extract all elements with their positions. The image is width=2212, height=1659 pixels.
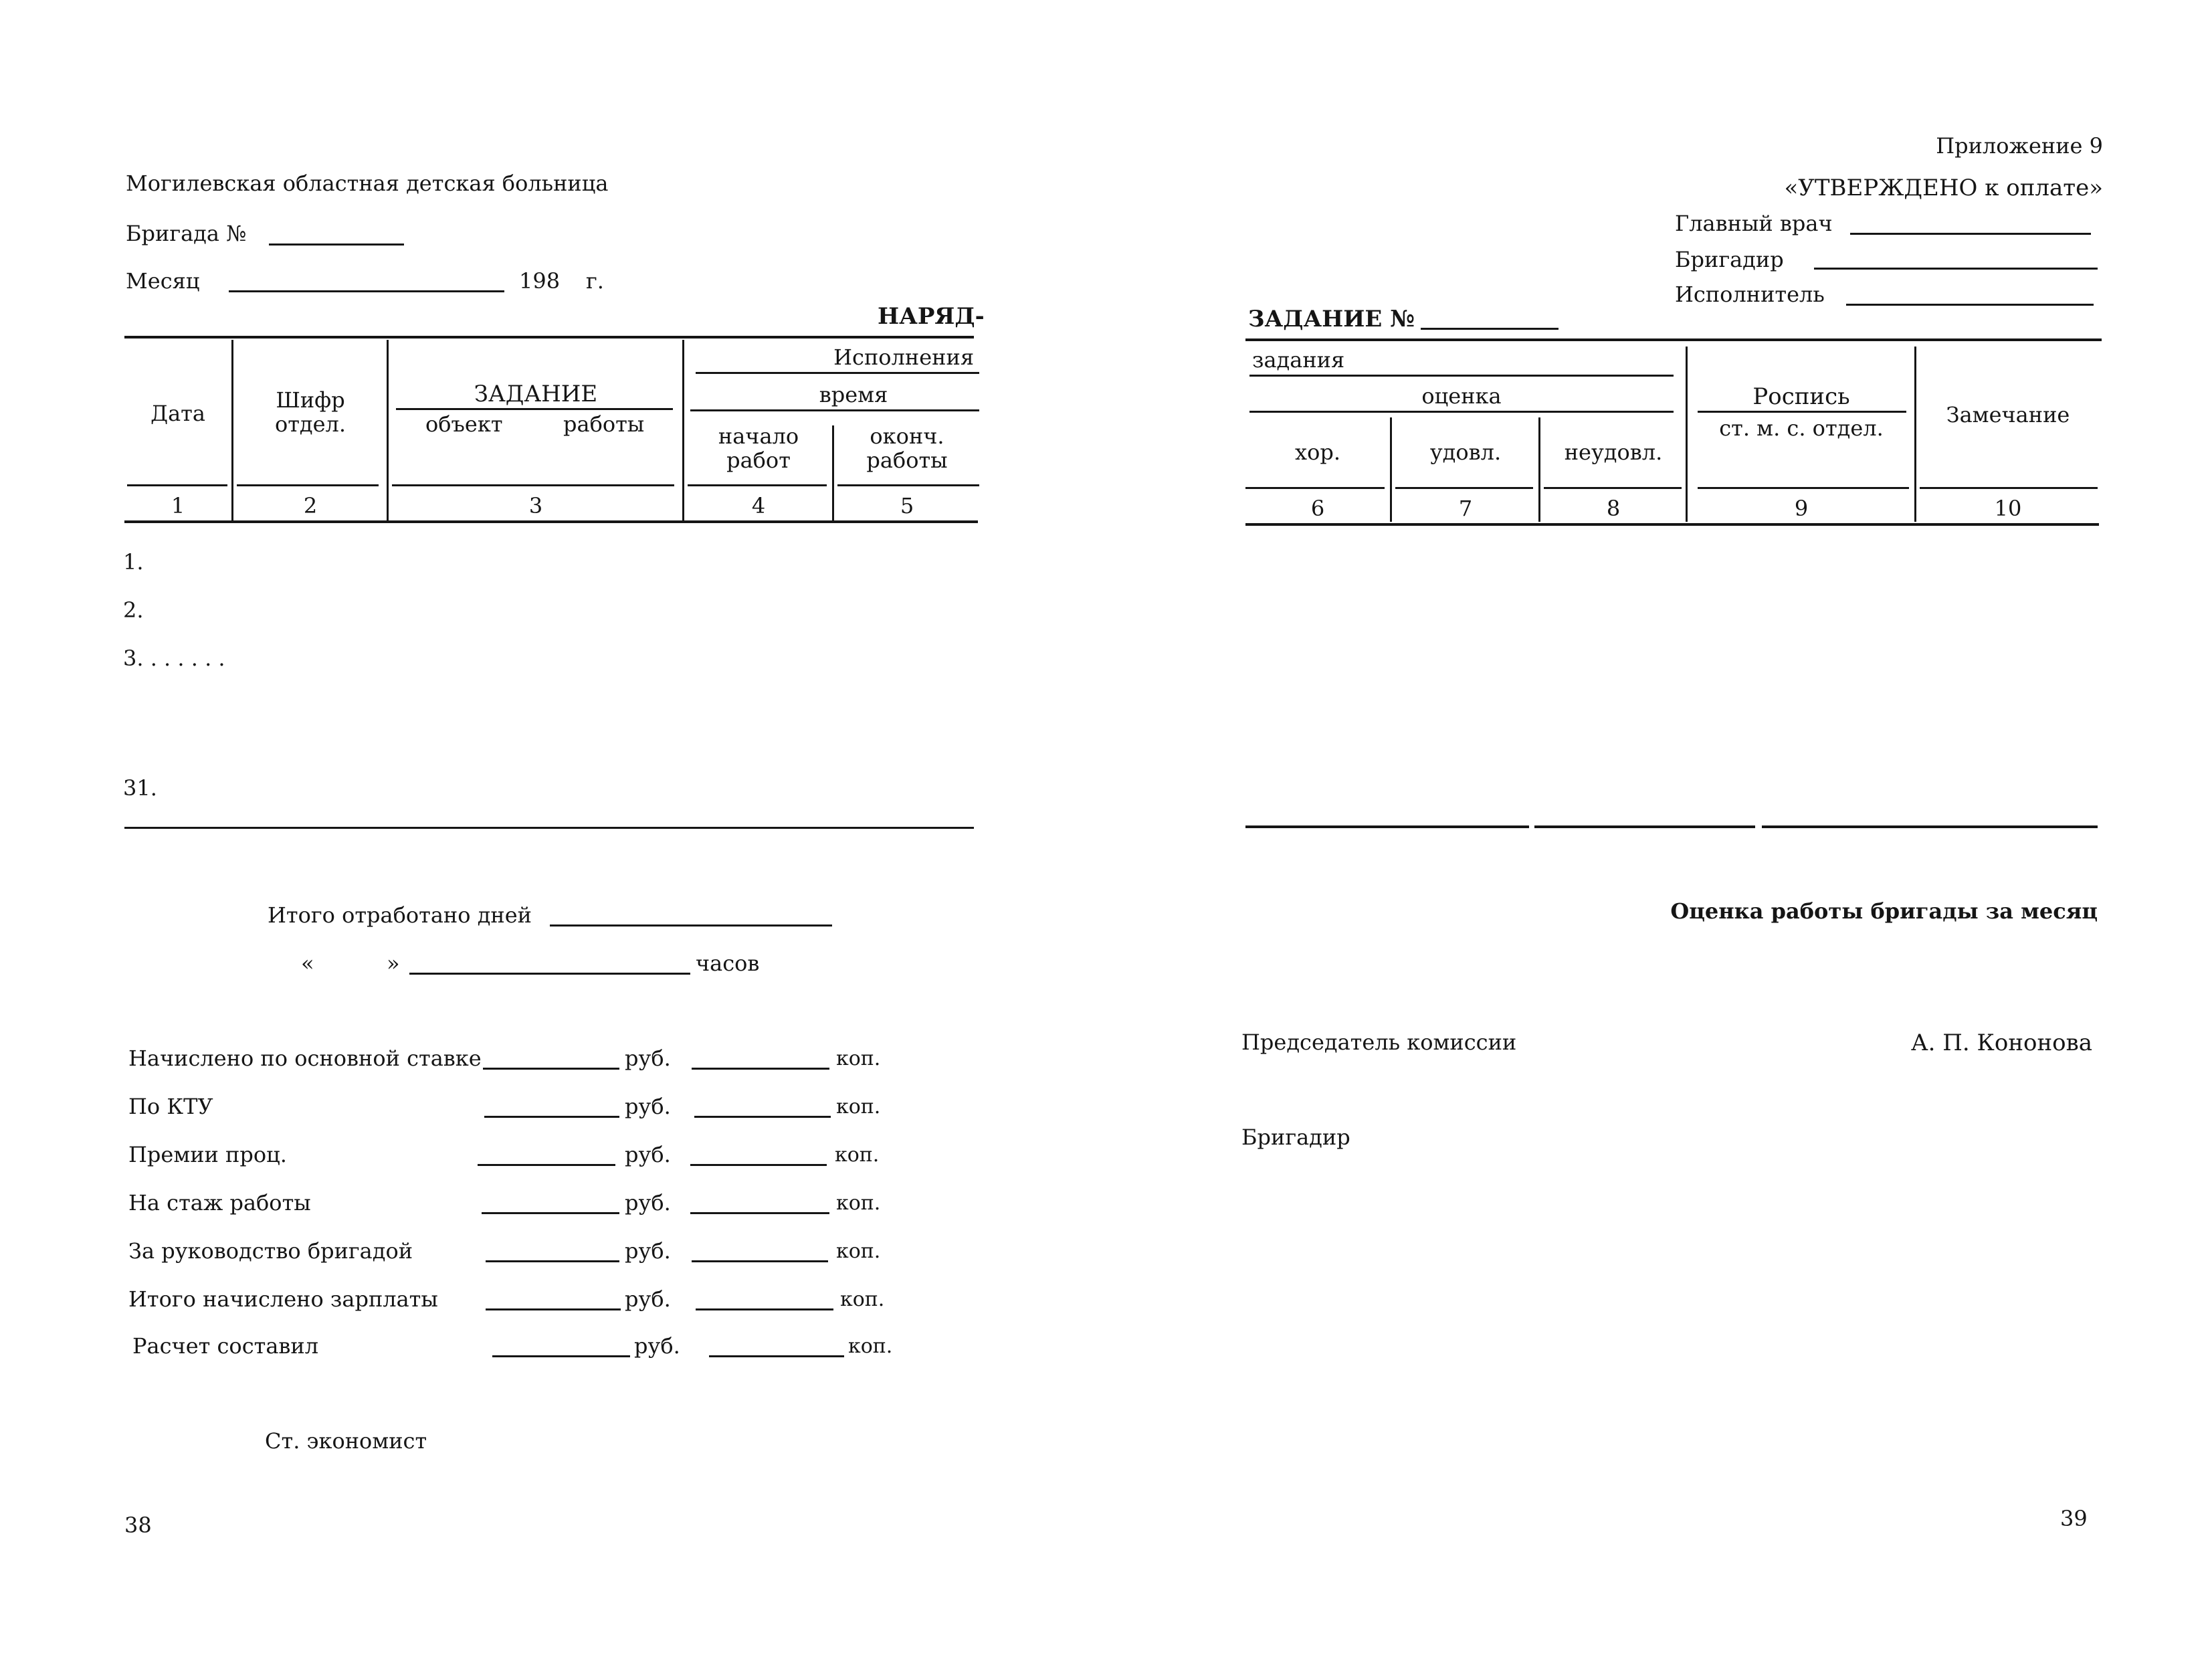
task-no-label: ЗАДАНИЕ № <box>1248 306 1415 332</box>
table-end-line <box>1534 825 1755 828</box>
total-days-blank[interactable] <box>550 924 832 926</box>
payment-label: Начислено по основной ставке <box>128 1046 482 1071</box>
hours-label: часов <box>696 951 760 976</box>
kop-blank[interactable] <box>692 1260 828 1262</box>
row-number: 2. <box>123 597 144 623</box>
executor-label: Исполнитель <box>1675 282 1825 307</box>
col-divider <box>832 425 834 522</box>
col-header-date: Дата <box>150 401 205 426</box>
kop-label: коп. <box>836 1240 881 1263</box>
col-number-6: 6 <box>1310 496 1325 521</box>
kop-label: коп. <box>835 1143 880 1167</box>
numrow-line <box>237 484 379 486</box>
page-number-left: 38 <box>124 1512 152 1538</box>
year-label: 198 <box>519 268 561 294</box>
col-header-signature: Роспись <box>1752 383 1850 410</box>
col-header-good: хор. <box>1295 440 1340 465</box>
rub-label: руб. <box>625 1190 671 1215</box>
rub-blank[interactable] <box>478 1164 615 1166</box>
kop-blank[interactable] <box>690 1212 829 1214</box>
payment-label: На стаж работы <box>128 1190 311 1215</box>
numrow-line <box>1395 487 1533 489</box>
numrow-line <box>1245 487 1385 489</box>
total-days-label: Итого отработано дней <box>268 902 532 928</box>
brigade-number-blank[interactable] <box>269 243 404 246</box>
tasks-underline <box>1249 375 1674 377</box>
task-number-blank[interactable] <box>1421 328 1559 330</box>
rub-label: руб. <box>625 1046 671 1071</box>
col-header-end-2: работы <box>866 448 948 473</box>
month-blank[interactable] <box>229 290 504 292</box>
col-header-satisf: удовл. <box>1429 440 1502 465</box>
kop-blank[interactable] <box>690 1164 827 1166</box>
rub-blank[interactable] <box>483 1068 619 1070</box>
col-divider <box>1914 347 1916 522</box>
time-underline <box>690 409 979 411</box>
rub-blank[interactable] <box>486 1308 621 1310</box>
kop-label: коп. <box>840 1288 885 1311</box>
col-header-unsatisf: неудовл. <box>1564 440 1663 465</box>
col-header-task: ЗАДАНИЕ <box>474 381 598 407</box>
col-header-works: работы <box>563 411 645 437</box>
monthly-rating-label: Оценка работы бригады за месяц <box>1670 898 2098 924</box>
row-number: 1. <box>123 549 144 575</box>
chairman-label: Председатель комиссии <box>1241 1030 1517 1055</box>
payment-label: Расчет составил <box>132 1333 319 1359</box>
col-divider <box>1538 417 1540 522</box>
kop-label: коп. <box>848 1335 893 1358</box>
approved-label: «УТВЕРЖДЕНО к оплате» <box>1784 175 2103 201</box>
numrow-line <box>1698 487 1909 489</box>
chairman-name: А. П. Кононова <box>1910 1030 2092 1056</box>
col-number-4: 4 <box>751 493 766 518</box>
quote-open: « <box>301 951 314 976</box>
signature-underline <box>1698 411 1906 413</box>
naryad-title: НАРЯД- <box>878 303 985 330</box>
col-header-time: время <box>819 382 888 407</box>
payment-label: За руководство бригадой <box>128 1238 413 1264</box>
numrow-line <box>837 484 979 486</box>
appendix-label: Приложение 9 <box>1936 133 2103 159</box>
col-header-remark: Замечание <box>1946 402 2070 427</box>
col-number-1: 1 <box>171 493 185 518</box>
col-number-10: 10 <box>1994 496 2022 521</box>
rub-label: руб. <box>625 1286 671 1312</box>
numrow-line <box>1544 487 1682 489</box>
brigadier-sign-label: Бригадир <box>1241 1125 1350 1150</box>
col-header-execution: Исполнения <box>833 345 974 370</box>
numrow-line <box>127 484 227 486</box>
quote-close: » <box>387 951 400 976</box>
payment-label: По КТУ <box>128 1094 213 1119</box>
month-label: Месяц <box>126 268 200 294</box>
col-header-start-2: работ <box>726 448 791 473</box>
col-divider <box>1390 417 1392 522</box>
kop-blank[interactable] <box>709 1355 844 1357</box>
rub-blank[interactable] <box>486 1260 619 1262</box>
chief-doctor-blank[interactable] <box>1850 233 2091 235</box>
col-header-object: объект <box>425 411 503 437</box>
col-header-tasks: задания <box>1252 347 1345 373</box>
kop-label: коп. <box>836 1095 881 1118</box>
rub-label: руб. <box>634 1333 680 1359</box>
rub-blank[interactable] <box>482 1212 619 1214</box>
table-end-line <box>1245 825 1529 828</box>
payment-label: Премии проц. <box>128 1142 287 1167</box>
rub-label: руб. <box>625 1238 671 1264</box>
col-number-8: 8 <box>1606 496 1621 521</box>
col-header-end-1: оконч. <box>870 423 944 449</box>
payment-label: Итого начислено зарплаты <box>128 1286 438 1312</box>
page-number-right: 39 <box>2060 1506 2088 1531</box>
brigadier-blank[interactable] <box>1814 268 2098 270</box>
col-number-2: 2 <box>303 493 318 518</box>
kop-blank[interactable] <box>692 1068 829 1070</box>
col-number-9: 9 <box>1794 496 1809 521</box>
col-header-rating: оценка <box>1421 383 1502 409</box>
col-header-code-2: отдел. <box>274 411 346 437</box>
col-divider <box>231 340 233 522</box>
kop-blank[interactable] <box>694 1116 831 1118</box>
hours-blank[interactable] <box>409 973 690 975</box>
table-top-line <box>124 336 974 338</box>
year-suffix: г. <box>586 268 604 294</box>
row-number: 3. . . . . . . <box>123 646 225 671</box>
col-header-start-1: начало <box>718 423 799 449</box>
rub-blank[interactable] <box>484 1116 619 1118</box>
brigade-label: Бригада № <box>126 221 247 246</box>
rub-blank[interactable] <box>492 1355 630 1357</box>
rating-underline <box>1249 411 1674 413</box>
brigadier-top-label: Бригадир <box>1675 247 1784 272</box>
chief-doctor-label: Главный врач <box>1675 211 1833 236</box>
col-number-7: 7 <box>1458 496 1473 521</box>
economist-label: Ст. экономист <box>265 1428 427 1454</box>
table-end-line <box>1762 825 2098 828</box>
numrow-line <box>1920 487 2098 489</box>
organization-name: Могилевская областная детская больница <box>126 171 609 196</box>
col-divider <box>682 340 684 522</box>
numrow-line <box>688 484 827 486</box>
col-header-signature-sub: ст. м. с. отдел. <box>1719 415 1884 441</box>
col-divider <box>1686 347 1688 522</box>
table-end-line <box>124 827 974 829</box>
col-number-3: 3 <box>528 493 543 518</box>
table-bottom-line <box>124 520 978 523</box>
kop-label: коп. <box>836 1191 881 1215</box>
right-table-top-line <box>1245 338 2102 341</box>
executor-blank[interactable] <box>1846 304 2094 306</box>
rub-label: руб. <box>625 1142 671 1167</box>
kop-label: коп. <box>836 1047 881 1070</box>
rub-label: руб. <box>625 1094 671 1119</box>
col-divider <box>387 340 389 522</box>
row-number: 31. <box>123 775 157 801</box>
task-underline <box>396 408 673 410</box>
numrow-line <box>392 484 674 486</box>
exec-underline <box>696 372 979 374</box>
col-header-code-1: Шифр <box>276 387 345 413</box>
col-number-5: 5 <box>900 493 914 518</box>
right-table-bottom-line <box>1245 523 2099 526</box>
kop-blank[interactable] <box>696 1308 833 1310</box>
